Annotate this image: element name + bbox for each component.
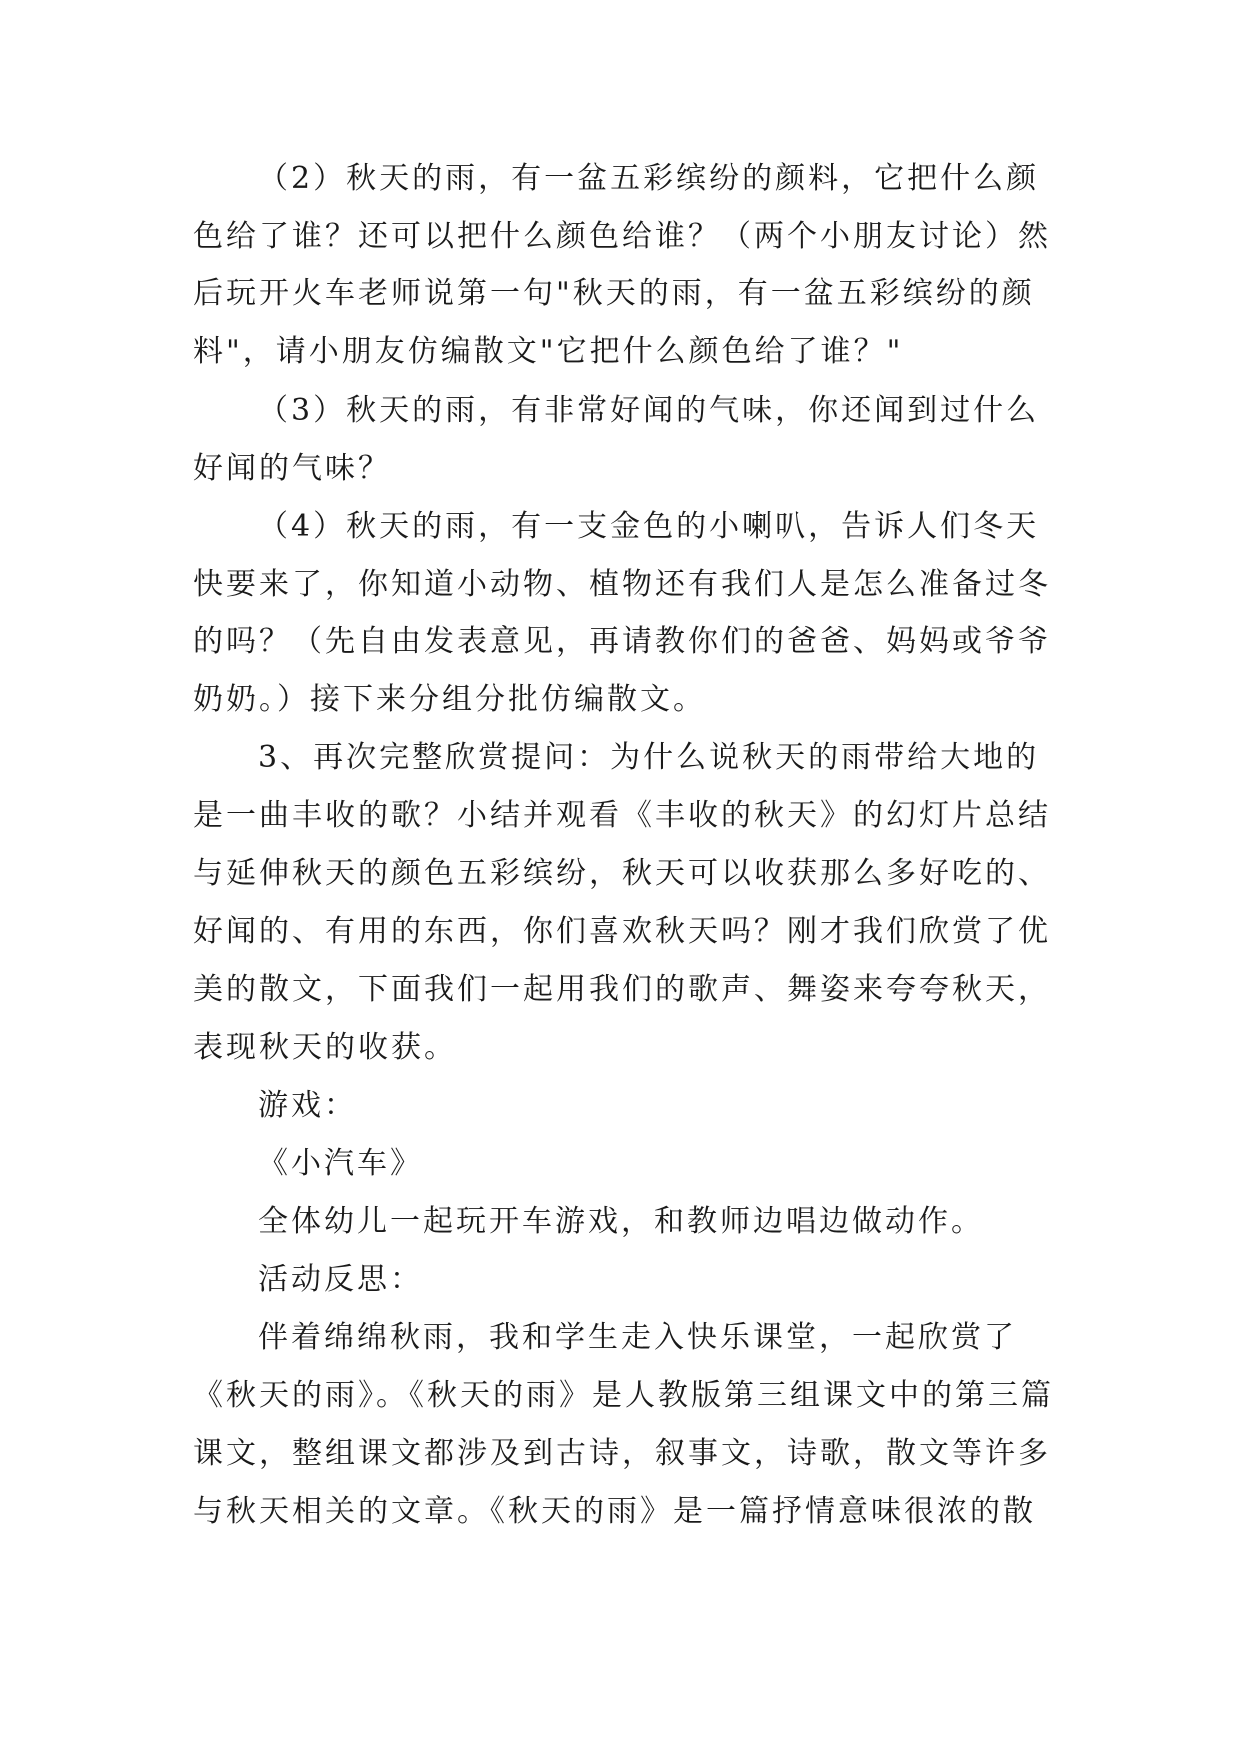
text-line: 色给了谁？还可以把什么颜色给谁？（两个小朋友讨论）然	[193, 219, 1051, 254]
text-line: 游戏：	[258, 1088, 357, 1123]
text-line: （4）秋天的雨，有一支金色的小喇叭，告诉人们冬天	[258, 509, 1040, 544]
text-line: 伴着绵绵秋雨，我和学生走入快乐课堂，一起欣赏了	[258, 1320, 1017, 1355]
text-line: 好闻的、有用的东西，你们喜欢秋天吗？刚才我们欣赏了优	[193, 914, 1051, 949]
text-line: （2）秋天的雨，有一盆五彩缤纷的颜料，它把什么颜	[258, 161, 1040, 196]
text-line: 快要来了，你知道小动物、植物还有我们人是怎么准备过冬	[193, 567, 1051, 602]
text-line: 3、再次完整欣赏提问：为什么说秋天的雨带给大地的	[258, 740, 1040, 775]
text-line: 课文，整组课文都涉及到古诗，叙事文，诗歌，散文等许多	[193, 1436, 1051, 1471]
text-line: 后玩开火车老师说第一句"秋天的雨，有一盆五彩缤纷的颜	[193, 276, 1035, 311]
text-line: 与延伸秋天的颜色五彩缤纷，秋天可以收获那么多好吃的、	[193, 856, 1051, 891]
text-line: 是一曲丰收的歌？小结并观看《丰收的秋天》的幻灯片总结	[193, 798, 1051, 833]
text-line: 与秋天相关的文章。《秋天的雨》是一篇抒情意味很浓的散	[193, 1494, 1036, 1529]
text-line: 《秋天的雨》。《秋天的雨》是人教版第三组课文中的第三篇	[193, 1378, 1054, 1413]
text-line: 全体幼儿一起玩开车游戏，和教师边唱边做动作。	[258, 1204, 984, 1239]
text-line: 料"，请小朋友仿编散文"它把什么颜色给了谁？"	[193, 334, 904, 369]
text-line: 表现秋天的收获。	[193, 1030, 457, 1065]
text-line: （3）秋天的雨，有非常好闻的气味，你还闻到过什么	[258, 393, 1040, 428]
text-line: 的吗？（先自由发表意见，再请教你们的爸爸、妈妈或爷爷	[193, 624, 1051, 659]
text-line: 《小汽车》	[258, 1146, 423, 1181]
text-line: 奶奶。）接下来分组分批仿编散文。	[193, 682, 706, 717]
text-line: 美的散文，下面我们一起用我们的歌声、舞姿来夸夸秋天，	[193, 972, 1051, 1007]
text-line: 好闻的气味？	[193, 451, 391, 486]
text-line: 活动反思：	[258, 1262, 423, 1297]
